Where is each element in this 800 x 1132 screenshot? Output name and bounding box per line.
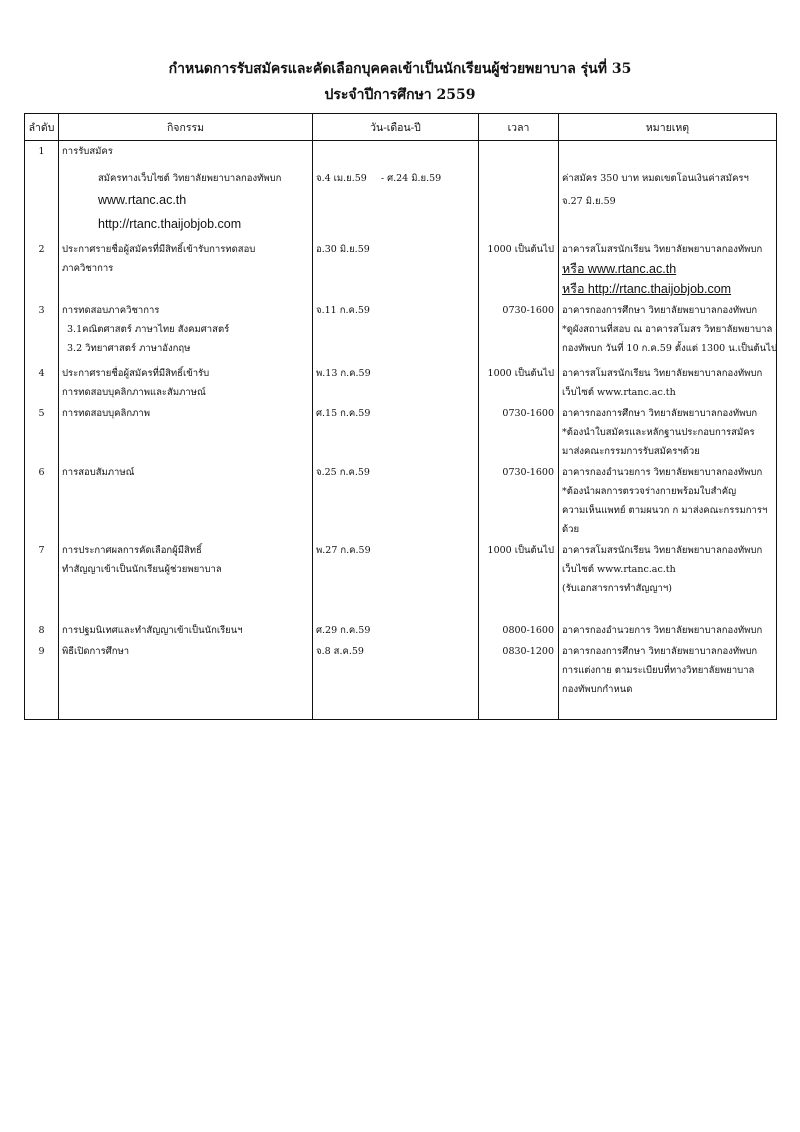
activity-line: การสอบสัมภาษณ์: [62, 467, 135, 478]
note-cell: [559, 403, 777, 462]
activity-cell: [59, 300, 313, 359]
date-cell: ศ.29 ก.ค.59: [313, 599, 479, 641]
date-cell: จ.11 ก.ค.59: [313, 300, 479, 359]
date-cell: [313, 141, 479, 236]
activity-line: 3.2 วิทยาศาสตร์ ภาษาอังกฤษ: [67, 343, 191, 354]
time-cell: 0730-1600: [479, 462, 559, 540]
document-subtitle: ประจำปีการศึกษา 2559: [324, 87, 476, 103]
note-cell: [559, 641, 777, 720]
table-row: [25, 359, 777, 403]
note-line: อาคารกองการศึกษา วิทยาลัยพยาบาลกองทัพบก: [562, 408, 758, 419]
note-cell: [559, 599, 777, 641]
activity-cell: [59, 359, 313, 403]
row-number: 1: [38, 146, 45, 157]
row-number: 3: [38, 305, 45, 316]
row-number: 6: [38, 467, 45, 478]
note-line: การแต่งกาย ตามระเบียบที่ทางวิทยาลัยพยาบาล: [562, 665, 755, 676]
row-number: 4: [38, 368, 45, 379]
table-row: [25, 300, 777, 359]
time-cell: 1000 เป็นต้นไป: [479, 359, 559, 403]
row-number: 8: [38, 625, 45, 636]
note-line: *ดูผังสถานที่สอบ ณ อาคารสโมสร วิทยาลัยพยาบาล: [562, 324, 773, 335]
table-row: [25, 641, 777, 720]
note-line: ด้วย: [562, 524, 580, 535]
table-header-row: [25, 114, 777, 141]
time-cell: 1000 เป็นต้นไป: [479, 235, 559, 300]
activity-line: 3.1คณิตศาสตร์ ภาษาไทย สังคมศาสตร์: [67, 324, 230, 335]
jobsite-link[interactable]: http://rtanc.thaijobjob.com: [98, 217, 242, 231]
activity-line: ประกาศรายชื่อผู้สมัครที่มีสิทธิ์เข้ารับ: [62, 368, 210, 379]
note-line: (รับเอกสารการทำสัญญาฯ): [562, 583, 672, 594]
activity-cell: [59, 141, 313, 236]
row-number: 2: [38, 244, 45, 255]
activity-title: การรับสมัคร: [62, 146, 113, 157]
note-line: อาคารสโมสรนักเรียน วิทยาลัยพยาบาลกองทัพบก: [562, 545, 763, 556]
website-link[interactable]: www.rtanc.ac.th: [98, 193, 187, 207]
header-note: หมายเหตุ: [559, 114, 777, 141]
activity-line: การทดสอบบุคลิกภาพและสัมภาษณ์: [62, 387, 206, 398]
note-line: กองทัพบก วันที่ 10 ก.ค.59 ตั้งแต่ 1300 น.เป็นต้นไป: [562, 343, 777, 354]
activity-line: ภาควิชาการ: [62, 263, 114, 274]
note-cell: [559, 462, 777, 540]
row-number: 9: [38, 646, 45, 657]
date-cell: พ.27 ก.ค.59: [313, 540, 479, 599]
table-row: [25, 462, 777, 540]
activity-line: พิธีเปิดการศึกษา: [62, 646, 130, 657]
document-title: กำหนดการรับสมัครและคัดเลือกบุคคลเข้าเป็นนักเรียนผู้ช่วยพยาบาล รุ่นที่ 35: [168, 61, 632, 77]
date-range: [316, 169, 475, 188]
time-cell: 0830-1200: [479, 641, 559, 720]
note-line: เว็บไซต์ www.rtanc.ac.th: [562, 387, 676, 398]
note-cell: [559, 141, 777, 236]
time-cell: [479, 141, 559, 236]
time-cell: 0730-1600: [479, 403, 559, 462]
activity-line: การปฐมนิเทศและทำสัญญาเข้าเป็นนักเรียนฯ: [62, 625, 243, 636]
note-line: ความเห็นแพทย์ ตามผนวก ก มาส่งคณะกรรมการฯ: [562, 505, 768, 516]
note-line: อาคารสโมสรนักเรียน วิทยาลัยพยาบาลกองทัพบก: [562, 368, 763, 379]
header-activity: กิจกรรม: [59, 114, 313, 141]
note-line: อาคารกองการศึกษา วิทยาลัยพยาบาลกองทัพบก: [562, 646, 758, 657]
activity-line: การประกาศผลการคัดเลือกผู้มีสิทธิ์: [62, 545, 202, 556]
schedule-table: [24, 113, 777, 720]
note-cell: [559, 235, 777, 300]
activity-cell: [59, 403, 313, 462]
time-cell: 0730-1600: [479, 300, 559, 359]
note-line: *ต้องนำใบสมัครและหลักฐานประกอบการสมัคร: [562, 427, 755, 438]
time-cell: 0800-1600: [479, 599, 559, 641]
note-line: อาคารกองอำนวยการ วิทยาลัยพยาบาลกองทัพบก: [562, 625, 763, 636]
note-line: ค่าสมัคร 350 บาท หมดเขตโอนเงินค่าสมัครฯ: [562, 173, 749, 184]
note-line: อาคารกองอำนวยการ วิทยาลัยพยาบาลกองทัพบก: [562, 467, 763, 478]
header-no: ลำดับ: [25, 114, 59, 141]
activity-sub: สมัครทางเว็บไซต์ วิทยาลัยพยาบาลกองทัพบก: [98, 173, 282, 184]
note-line: อาคารกองการศึกษา วิทยาลัยพยาบาลกองทัพบก: [562, 305, 758, 316]
date-cell: พ.13 ก.ค.59: [313, 359, 479, 403]
note-line: เว็บไซต์ www.rtanc.ac.th: [562, 564, 676, 575]
header-time: เวลา: [479, 114, 559, 141]
note-line: อาคารสโมสรนักเรียน วิทยาลัยพยาบาลกองทัพบก: [562, 244, 763, 255]
table-row: [25, 540, 777, 599]
website-link[interactable]: หรือ www.rtanc.ac.th: [562, 262, 677, 276]
row-number: 5: [38, 408, 45, 419]
activity-cell: [59, 235, 313, 300]
header-date: วัน-เดือน-ปี: [313, 114, 479, 141]
activity-cell: [59, 540, 313, 599]
date-cell: จ.25 ก.ค.59: [313, 462, 479, 540]
table-row: [25, 141, 777, 236]
note-line: *ต้องนำผลการตรวจร่างกายพร้อมใบสำคัญ: [562, 486, 737, 497]
note-line: มาส่งคณะกรรมการรับสมัครฯด้วย: [562, 446, 700, 457]
note-cell: [559, 359, 777, 403]
table-row: [25, 403, 777, 462]
date-cell: อ.30 มิ.ย.59: [313, 235, 479, 300]
note-line: จ.27 มิ.ย.59: [562, 196, 616, 207]
activity-cell: [59, 462, 313, 540]
note-cell: [559, 540, 777, 599]
activity-line: การทดสอบบุคลิกภาพ: [62, 408, 150, 419]
date-from: จ.4 เม.ย.59: [316, 173, 367, 184]
date-to: - ศ.24 มิ.ย.59: [380, 173, 442, 184]
note-line: กองทัพบกกำหนด: [562, 684, 633, 695]
note-cell: [559, 300, 777, 359]
table-row: [25, 599, 777, 641]
table-row: [25, 235, 777, 300]
jobsite-link[interactable]: หรือ http://rtanc.thaijobjob.com: [562, 282, 732, 296]
row-number: 7: [38, 545, 45, 556]
activity-cell: [59, 599, 313, 641]
activity-line: ทำสัญญาเข้าเป็นนักเรียนผู้ช่วยพยาบาล: [62, 564, 222, 575]
activity-line: การทดสอบภาควิชาการ: [62, 305, 160, 316]
activity-cell: [59, 641, 313, 720]
time-cell: 1000 เป็นต้นไป: [479, 540, 559, 599]
date-cell: ศ.15 ก.ค.59: [313, 403, 479, 462]
activity-line: ประกาศรายชื่อผู้สมัครที่มีสิทธิ์เข้ารับการทดสอบ: [62, 244, 256, 255]
date-cell: จ.8 ส.ค.59: [313, 641, 479, 720]
